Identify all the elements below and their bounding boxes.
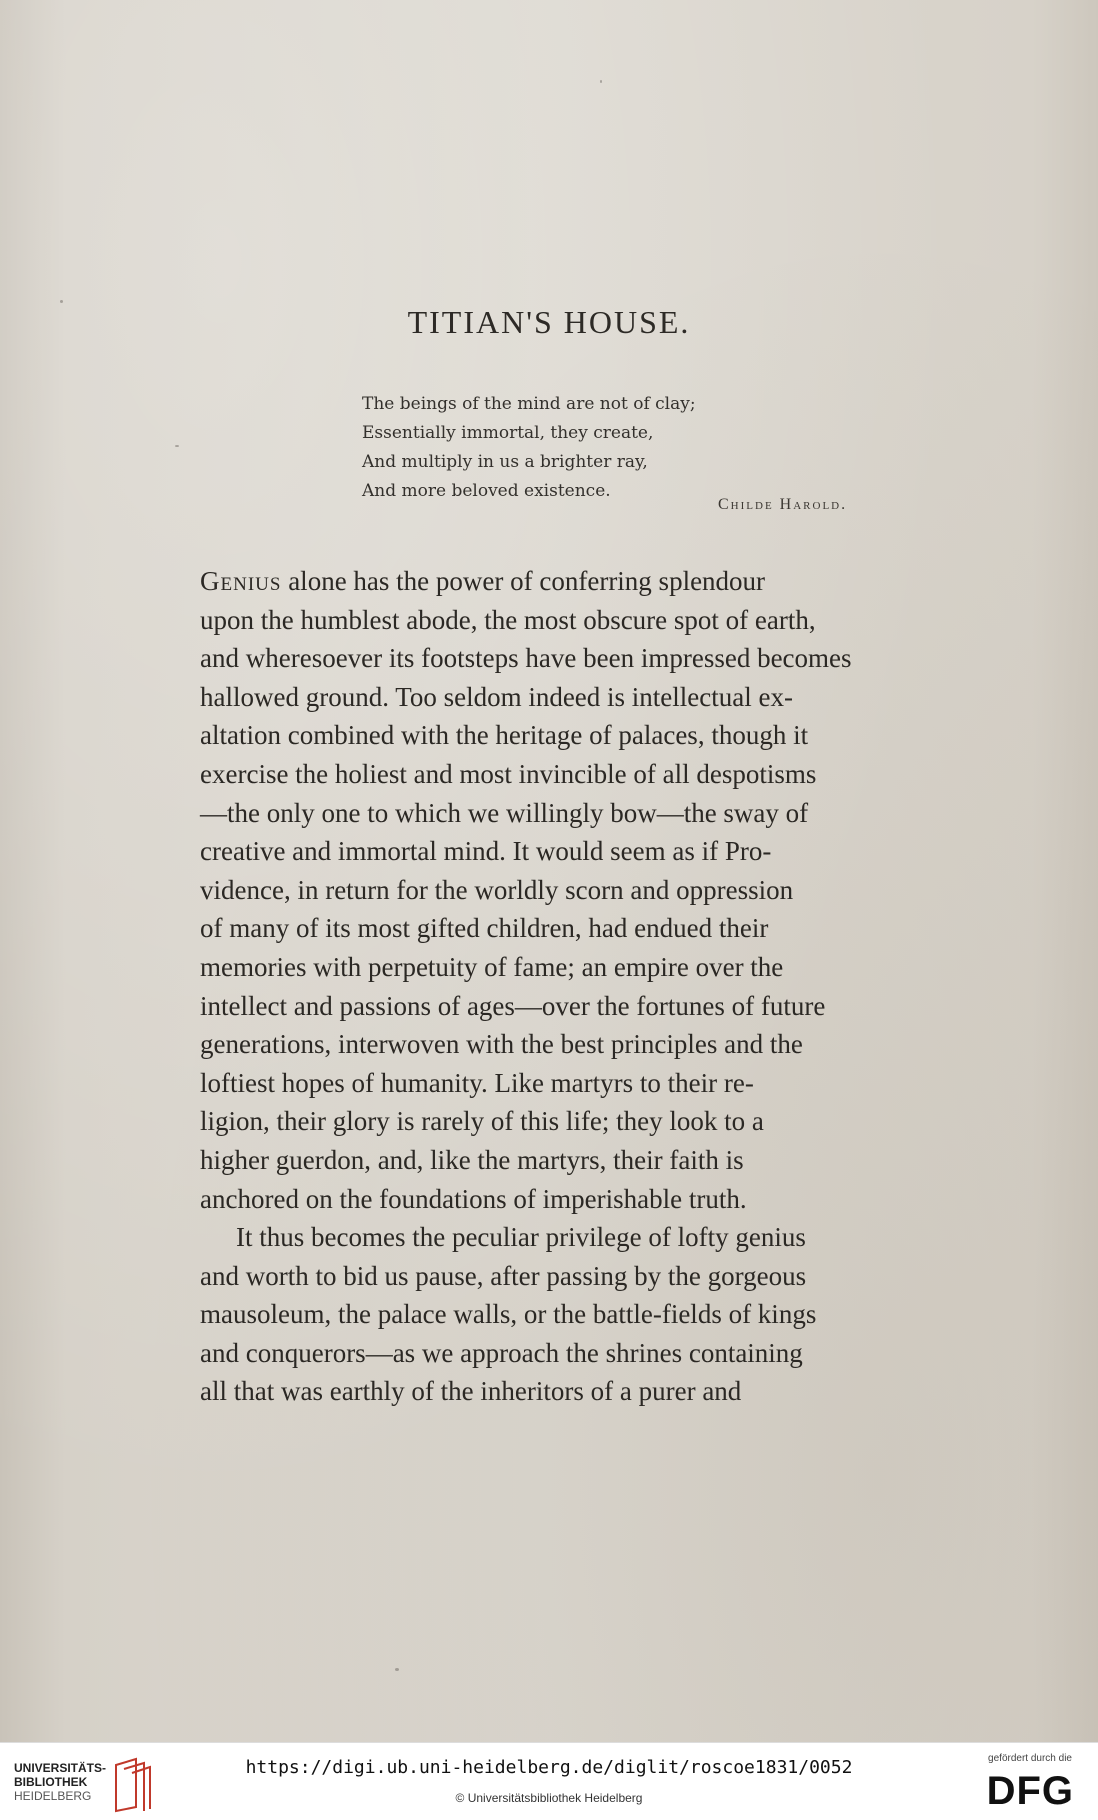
body-line: and conquerors—as we approach the shrines containing — [200, 1337, 803, 1368]
body-line: It thus becomes the peculiar privilege of lofty genius — [236, 1222, 806, 1253]
body-line: generations, interwoven with the best principles and the — [200, 1029, 803, 1060]
paper-speck — [60, 300, 63, 303]
body-line: anchored on the foundations of imperishable truth. — [200, 1183, 747, 1214]
page-title: TITIAN'S HOUSE. — [407, 304, 691, 340]
body-line: memories with perpetuity of fame; an empire over the — [200, 951, 784, 982]
body-line: hallowed ground. Too seldom indeed is intellectual ex- — [200, 681, 793, 712]
epigraph-line: And more beloved existence. — [362, 481, 611, 501]
body-line: higher guerdon, and, like the martyrs, their faith is — [200, 1144, 744, 1175]
body-line: altation combined with the heritage of palaces, though it — [200, 720, 809, 751]
body-line: and wheresoever its footsteps have been impressed becomes — [200, 643, 852, 674]
library-name-line3: HEIDELBERG — [14, 1789, 92, 1803]
paper-speck — [600, 80, 602, 83]
drop-word: Genius — [200, 566, 282, 596]
copyright-notice: © Universitätsbibliothek Heidelberg — [455, 1791, 643, 1805]
epigraph-line: And multiply in us a brighter ray, — [362, 452, 648, 472]
body-line: upon the humblest abode, the most obscure spot of earth, — [200, 604, 816, 635]
funding-note: gefördert durch die — [988, 1753, 1072, 1764]
paper-speck — [395, 1668, 399, 1671]
body-line: exercise the holiest and most invincible of all despotisms — [200, 758, 817, 789]
epigraph-line: Essentially immortal, they create, — [362, 423, 654, 443]
dfg-logo[interactable]: DFG — [986, 1769, 1074, 1813]
body-line: of many of its most gifted children, had endued their — [200, 913, 769, 944]
body-line: intellect and passions of ages—over the fortunes of future — [200, 990, 826, 1021]
body-line: ligion, their glory is rarely of this life; they look to a — [200, 1106, 764, 1137]
epigraph-attribution: Childe Harold. — [718, 496, 848, 513]
paper-speck — [175, 445, 179, 447]
body-text — [200, 562, 920, 1411]
permalink-url[interactable]: https://digi.ub.uni-heidelberg.de/diglit/roscoe1831/0052 — [245, 1757, 853, 1778]
epigraph — [362, 390, 696, 506]
epigraph-line: The beings of the mind are not of clay; — [362, 394, 696, 414]
body-line: loftiest hopes of humanity. Like martyrs to their re- — [200, 1067, 754, 1098]
body-line — [200, 562, 920, 601]
body-line: vidence, in return for the worldly scorn and oppression — [200, 874, 794, 905]
library-name-line2: BIBLIOTHEK — [14, 1775, 88, 1789]
library-name-line1: UNIVERSITÄTS- — [14, 1761, 107, 1775]
body-line: all that was earthly of the inheritors of a purer and — [200, 1376, 742, 1407]
viewer-footer — [0, 1742, 1098, 1820]
body-line: and worth to bid us pause, after passing by the gorgeous — [200, 1260, 807, 1291]
body-line-text: alone has the power of conferring splendour — [281, 566, 766, 596]
body-line: —the only one to which we willingly bow—the sway of — [200, 797, 809, 828]
body-line: creative and immortal mind. It would seem as if Pro- — [200, 836, 772, 867]
body-line: mausoleum, the palace walls, or the battle-fields of kings — [200, 1299, 817, 1330]
